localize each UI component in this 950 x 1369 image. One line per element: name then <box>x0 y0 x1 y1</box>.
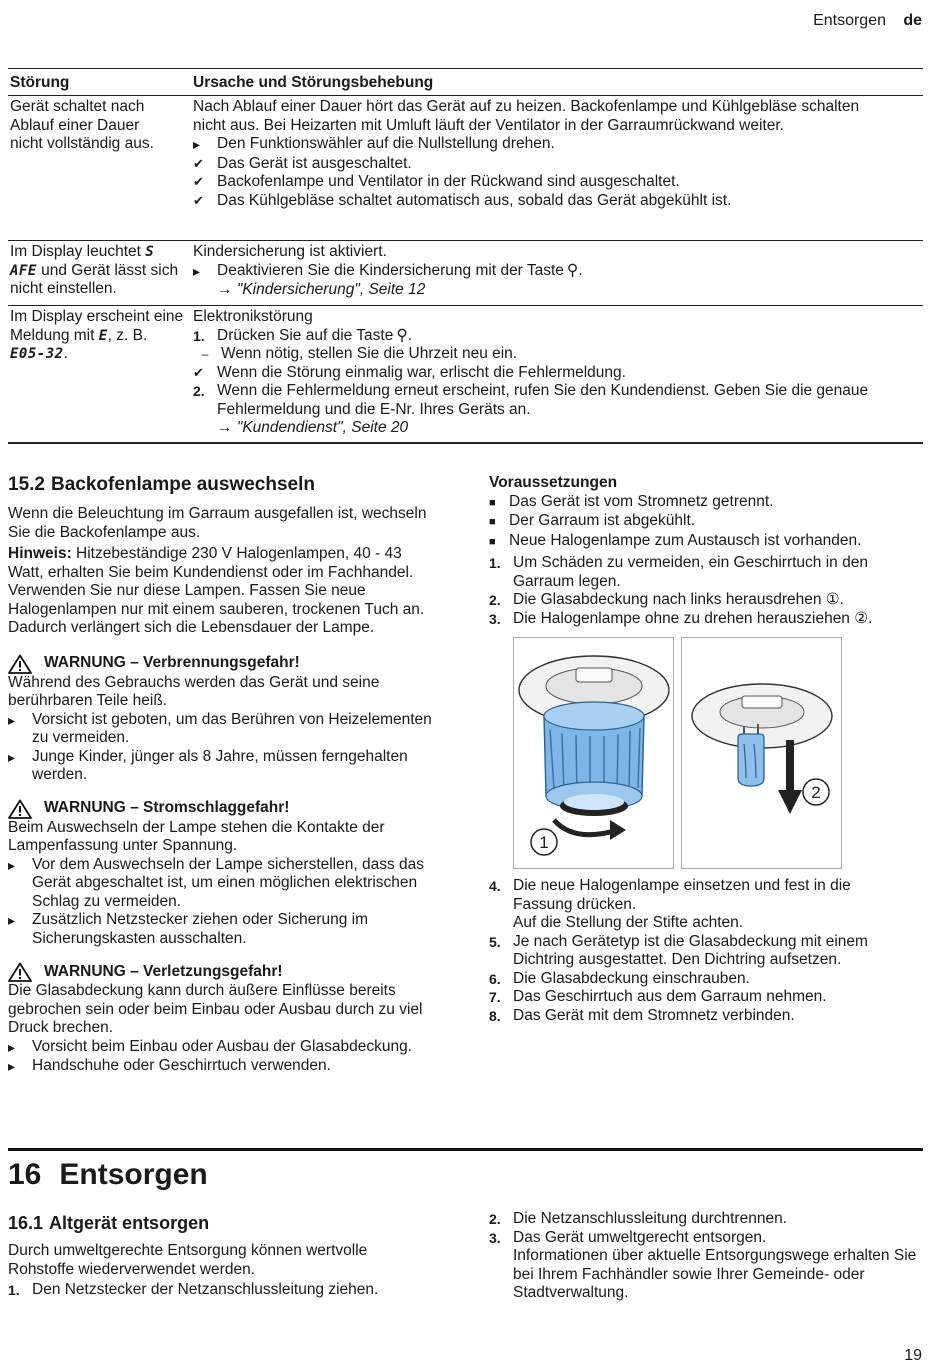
step-note: Informationen über aktuelle Entsorgungswege erhalten Sie bei Ihrem Fachhändler sowie Ihrer Gemeinde- oder Stadtverwaltung. <box>513 1247 917 1301</box>
table-row <box>8 241 923 305</box>
page-number: 19 <box>904 1346 922 1364</box>
display-safe-symbol: S AFE <box>10 244 155 279</box>
fault-text: Im Display leuchtet S AFE und Gerät lässt sich nicht einstellen. <box>10 243 179 297</box>
list-item: ▸ Vor dem Auswechseln der Lampe sicherstellen, dass das Gerät abgeschaltet ist, um einen möglichen elektrischen Schlag zu vermeiden. <box>8 856 440 912</box>
col-header-cause: Ursache und Störungsbehebung <box>193 74 434 91</box>
table-bottom-rule <box>8 442 923 444</box>
display-error-symbol: E <box>98 327 108 344</box>
dash-bullet: – <box>201 347 209 361</box>
warning-title: WARNUNG – Stromschlaggefahr! <box>44 799 290 817</box>
triangle-bullet-icon <box>8 856 32 912</box>
numbered-step: 3. Die Halogenlampe ohne zu drehen herausziehen ②. <box>489 609 873 627</box>
halogen-lamp-illustration <box>682 638 842 869</box>
triangle-bullet-icon <box>193 135 217 155</box>
numbered-step: 2. Wenn die Fehlermeldung erneut erscheint, rufen Sie den Kundendienst. Geben Sie die genaue Fehlermeldung und die E-Nr. Ihres Geräts an. <box>193 382 869 418</box>
square-bullet-icon <box>489 512 509 532</box>
list-item: ▸ Vorsicht beim Einbau oder Ausbau der Glasabdeckung. <box>8 1038 440 1058</box>
header-section-title: Entsorgen <box>813 12 886 29</box>
list-item: ▸ Zusätzlich Netzstecker ziehen oder Sicherung im Sicherungskasten ausschalten. <box>8 911 440 948</box>
warning-triangle-icon <box>8 654 32 674</box>
checkmark-icon <box>193 192 217 211</box>
warning-title: WARNUNG – Verletzungsgefahr! <box>44 962 283 980</box>
section-15-2-right-bottom <box>489 877 923 1025</box>
numbered-step: 1. Drücken Sie auf die Taste ⚲. <box>193 326 413 344</box>
result-step: ✔ Das Kühlgebläse schaltet automatisch aus, sobald das Gerät abgekühlt ist. <box>193 192 923 211</box>
warning-block-shock <box>8 799 440 949</box>
list-item: ■ Der Garraum ist abgekühlt. <box>489 512 923 532</box>
sub-step: – Wenn nötig, stellen Sie die Uhrzeit neu ein. <box>193 345 923 364</box>
col-header-fault: Störung <box>10 74 70 91</box>
triangle-bullet-icon <box>8 911 32 948</box>
key-lock-icon: ⚲. <box>566 261 583 279</box>
list-item: ■ Neue Halogenlampe zum Austausch ist vorhanden. <box>489 532 923 552</box>
section-15-2-right-top <box>489 474 923 628</box>
table-row <box>8 96 923 240</box>
step-note: Auf die Stellung der Stifte achten. <box>513 914 744 931</box>
arrow-right-icon: → <box>217 281 237 298</box>
table-header <box>8 69 923 95</box>
section-16-1-left <box>8 1212 440 1300</box>
fault-text: Im Display erscheint eine Meldung mit E, z. B. E05-32. <box>10 308 184 362</box>
warning-text: Die Glasabdeckung kann durch äußere Einflüsse bereits gebrochen sein oder beim Einbau oder Ausbau durch zu viel Druck brechen. <box>8 982 423 1036</box>
header-language-code: de <box>903 12 922 29</box>
numbered-step: 6. Die Glasabdeckung einschrauben. <box>489 969 750 987</box>
cross-reference: → "Kindersicherung", Seite 12 <box>217 281 426 298</box>
numbered-step: 3. Das Gerät umweltgerecht entsorgen. <box>489 1228 767 1246</box>
troubleshooting-table <box>8 68 923 444</box>
triangle-bullet-icon <box>8 1057 32 1077</box>
warning-triangle-icon <box>8 799 32 819</box>
prerequisites-heading: Voraussetzungen <box>489 474 618 491</box>
list-item: ■ Das Gerät ist vom Stromnetz getrennt. <box>489 493 923 513</box>
warning-text: Beim Auswechseln der Lampe stehen die Kontakte der Lampenfassung unter Spannung. <box>8 818 385 854</box>
chapter-heading: 16 Entsorgen <box>8 1158 208 1191</box>
warning-triangle-icon <box>8 962 32 982</box>
numbered-step: 8. Das Gerät mit dem Stromnetz verbinden. <box>489 1006 795 1024</box>
figure-label-1: 1 <box>539 833 549 852</box>
checkmark-icon <box>193 155 217 174</box>
figure-unscrew-cover <box>513 637 674 869</box>
cause-text: Nach Ablauf einer Dauer hört das Gerät auf zu heizen. Backofenlampe und Kühlgebläse schalten nicht aus. Bei Heizarten mit Umluft läuft der Ventilator in der Garraumrückwand weiter. <box>193 98 860 134</box>
numbered-step: 4. Die neue Halogenlampe einsetzen und fest in die Fassung drücken. <box>489 877 851 913</box>
cause-text: Elektronikstörung <box>193 308 313 325</box>
section-heading: 15.2 Backofenlampe auswechseln <box>8 474 315 495</box>
square-bullet-icon <box>489 493 509 513</box>
intro-paragraph: Durch umweltgerechte Entsorgung können wertvolle Rohstoffe wiederverwendet werden. <box>8 1242 368 1278</box>
section-15-2-left <box>8 474 440 1077</box>
section-heading: 16.1 Altgerät entsorgen <box>8 1213 210 1233</box>
triangle-bullet-icon <box>193 262 217 282</box>
arrow-right-icon: → <box>217 419 237 436</box>
numbered-step: 5. Je nach Gerätetyp ist die Glasabdeckung mit einem Dichtring ausgestattet. Den Dichtring aufsetzen. <box>489 932 868 968</box>
warning-text: Während des Gebrauchs werden das Gerät und seine berührbaren Teile heiß. <box>8 673 380 709</box>
intro-paragraph: Wenn die Beleuchtung im Garraum ausgefallen ist, wechseln Sie die Backofenlampe aus. <box>8 505 427 541</box>
list-item: ▸ Handschuhe oder Geschirrtuch verwenden. <box>8 1057 440 1077</box>
numbered-step: 2. Die Netzanschlussleitung durchtrennen. <box>489 1210 787 1227</box>
warning-block-burn <box>8 654 440 785</box>
numbered-step: 2. Die Glasabdeckung nach links herausdrehen ①. <box>489 591 844 608</box>
list-item: ▸ Junge Kinder, jünger als 8 Jahre, müssen ferngehalten werden. <box>8 748 440 785</box>
section-16-1-right <box>489 1210 923 1303</box>
glass-cover-illustration <box>514 638 674 869</box>
warning-block-injury <box>8 962 440 1077</box>
numbered-step: 1. Um Schäden zu vermeiden, ein Geschirrtuch in den Garraum legen. <box>489 554 868 590</box>
action-step: ▸ Deaktivieren Sie die Kindersicherung mit der Taste ⚲. <box>193 262 923 282</box>
warning-title: WARNUNG – Verbrennungsgefahr! <box>44 654 300 672</box>
numbered-step: 1. Den Netzstecker der Netzanschlussleitung ziehen. <box>8 1281 379 1298</box>
square-bullet-icon <box>489 532 509 552</box>
triangle-bullet-icon <box>8 748 32 785</box>
checkmark-icon <box>193 173 217 192</box>
checkmark-icon <box>193 364 217 383</box>
result-step: ✔ Backofenlampe und Ventilator in der Rückwand sind ausgeschaltet. <box>193 173 923 192</box>
cross-reference: → "Kundendienst", Seite 20 <box>217 419 409 436</box>
figure-pull-lamp <box>681 637 842 869</box>
result-step: ✔ Das Gerät ist ausgeschaltet. <box>193 155 923 174</box>
display-error-code: E05-32 <box>10 346 64 362</box>
triangle-bullet-icon <box>8 1038 32 1058</box>
list-item: ▸ Vorsicht ist geboten, um das Berühren von Heizelementen zu vermeiden. <box>8 711 440 748</box>
key-lock-icon: ⚲. <box>396 326 413 344</box>
triangle-bullet-icon <box>8 711 32 748</box>
cause-text: Kindersicherung ist aktiviert. <box>193 243 387 260</box>
action-step: ▸ Den Funktionswähler auf die Nullstellung drehen. <box>193 135 923 155</box>
table-row <box>8 306 923 442</box>
numbered-step: 7. Das Geschirrtuch aus dem Garraum nehmen. <box>489 988 827 1005</box>
fault-text: Gerät schaltet nach Ablauf einer Dauer nicht vollständig aus. <box>10 98 154 152</box>
result-step: ✔ Wenn die Störung einmalig war, erlischt die Fehlermeldung. <box>193 364 923 383</box>
figure-label-2: 2 <box>811 783 821 802</box>
note-paragraph: Hinweis: Hitzebeständige 230 V Halogenlampen, 40 - 43 Watt, erhalten Sie beim Kundendienst oder im Fachhandel. Verwenden Sie nur diese Lampen. Fassen Sie neue Halogenlampen nur mit einem sauberen, trockenen Tuch an. Dadurch verlängert sich die Lebensdauer der Lampe. <box>8 545 425 636</box>
chapter-rule <box>8 1148 923 1151</box>
